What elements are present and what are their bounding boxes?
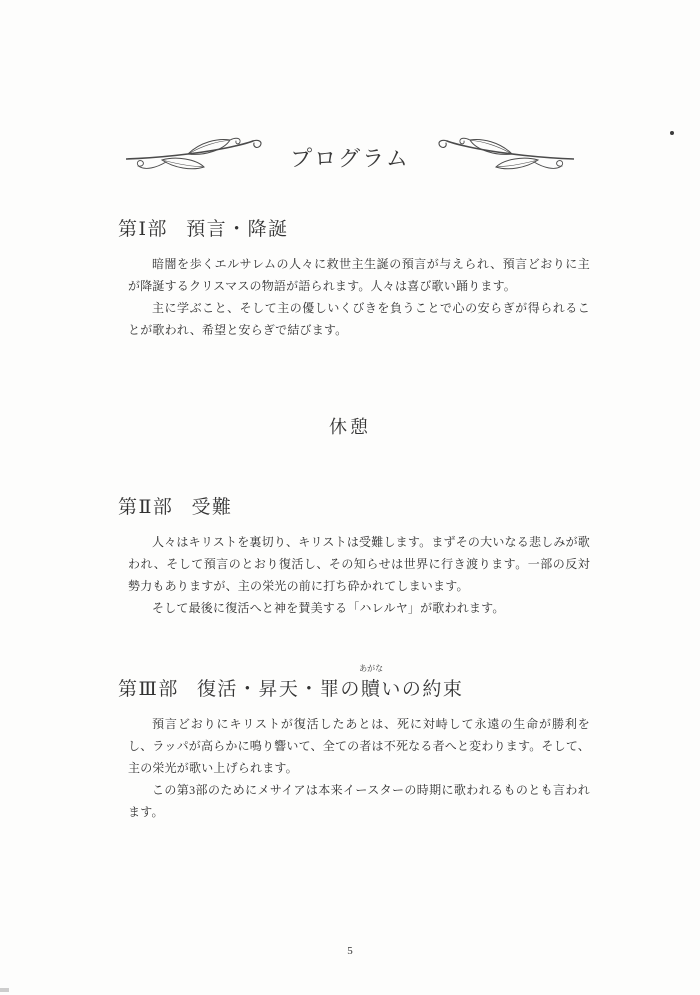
- section-paragraph: 主に学ぶこと、そして主の優しいくびきを負うことで心の安らぎが得られることが歌われ、希望と安らぎで結びます。: [128, 301, 590, 337]
- page-number: 5: [347, 945, 353, 957]
- section-body: [128, 531, 590, 619]
- scan-speck: [670, 131, 674, 135]
- ruby-annotated-char: [359, 664, 384, 701]
- page-header: [0, 130, 700, 184]
- section-heading-part-2: [118, 492, 590, 519]
- intermission-label: 休憩: [329, 417, 371, 437]
- furigana-text: あがな: [359, 664, 384, 673]
- section-number: 第Ⅱ部: [118, 497, 174, 518]
- section-body: [128, 253, 590, 341]
- section-paragraph: そして最後に復活へと神を賛美する「ハレルヤ」が歌われます。: [152, 601, 505, 615]
- section-number: 第Ⅲ部: [118, 679, 179, 700]
- section-title-pre: 復活・昇天・罪の: [196, 679, 361, 700]
- vine-flourish-right-icon: [436, 134, 574, 180]
- section-part-3: [118, 662, 590, 823]
- section-title-post: いの約束: [381, 679, 464, 700]
- scan-smudge: [0, 988, 9, 992]
- section-heading-part-3: [118, 664, 590, 701]
- vine-flourish-left-icon: [126, 134, 264, 180]
- section-body: [128, 713, 590, 823]
- section-paragraph: 暗闇を歩くエルサレムの人々に救世主生誕の預言が与えられ、預言どおりに主が降誕するクリスマスの物語が語られます。人々は喜び歌い踊ります。: [128, 257, 590, 293]
- section-heading-part-1: [118, 214, 590, 241]
- section-number: 第Ⅰ部: [118, 219, 169, 240]
- section-title: 受難: [191, 497, 233, 518]
- section-title: 預言・降誕: [186, 219, 289, 240]
- section-paragraph: この第3部のためにメサイアは本来イースターの時期に歌われるものとも言われます。: [128, 783, 590, 819]
- section-part-1: [118, 214, 590, 341]
- page-title: プログラム: [290, 145, 410, 171]
- section-paragraph: 預言どおりにキリストが復活したあとは、死に対峙して永遠の生命が勝利をし、ラッパが高らかに鳴り響いて、全ての者は不死なる者へと変わります。そして、主の栄光が歌い上げられます。: [128, 717, 590, 775]
- ruby-base-char: 贖: [360, 679, 382, 700]
- section-part-2: [118, 492, 590, 619]
- section-paragraph: 人々はキリストを裏切り、キリストは受難します。まずその大いなる悲しみが歌われ、そして預言のとおり復活し、その知らせは世界に行き渡ります。一部の反対勢力もありますが、主の栄光の前に打ち砕かれてしまいます。: [128, 535, 590, 593]
